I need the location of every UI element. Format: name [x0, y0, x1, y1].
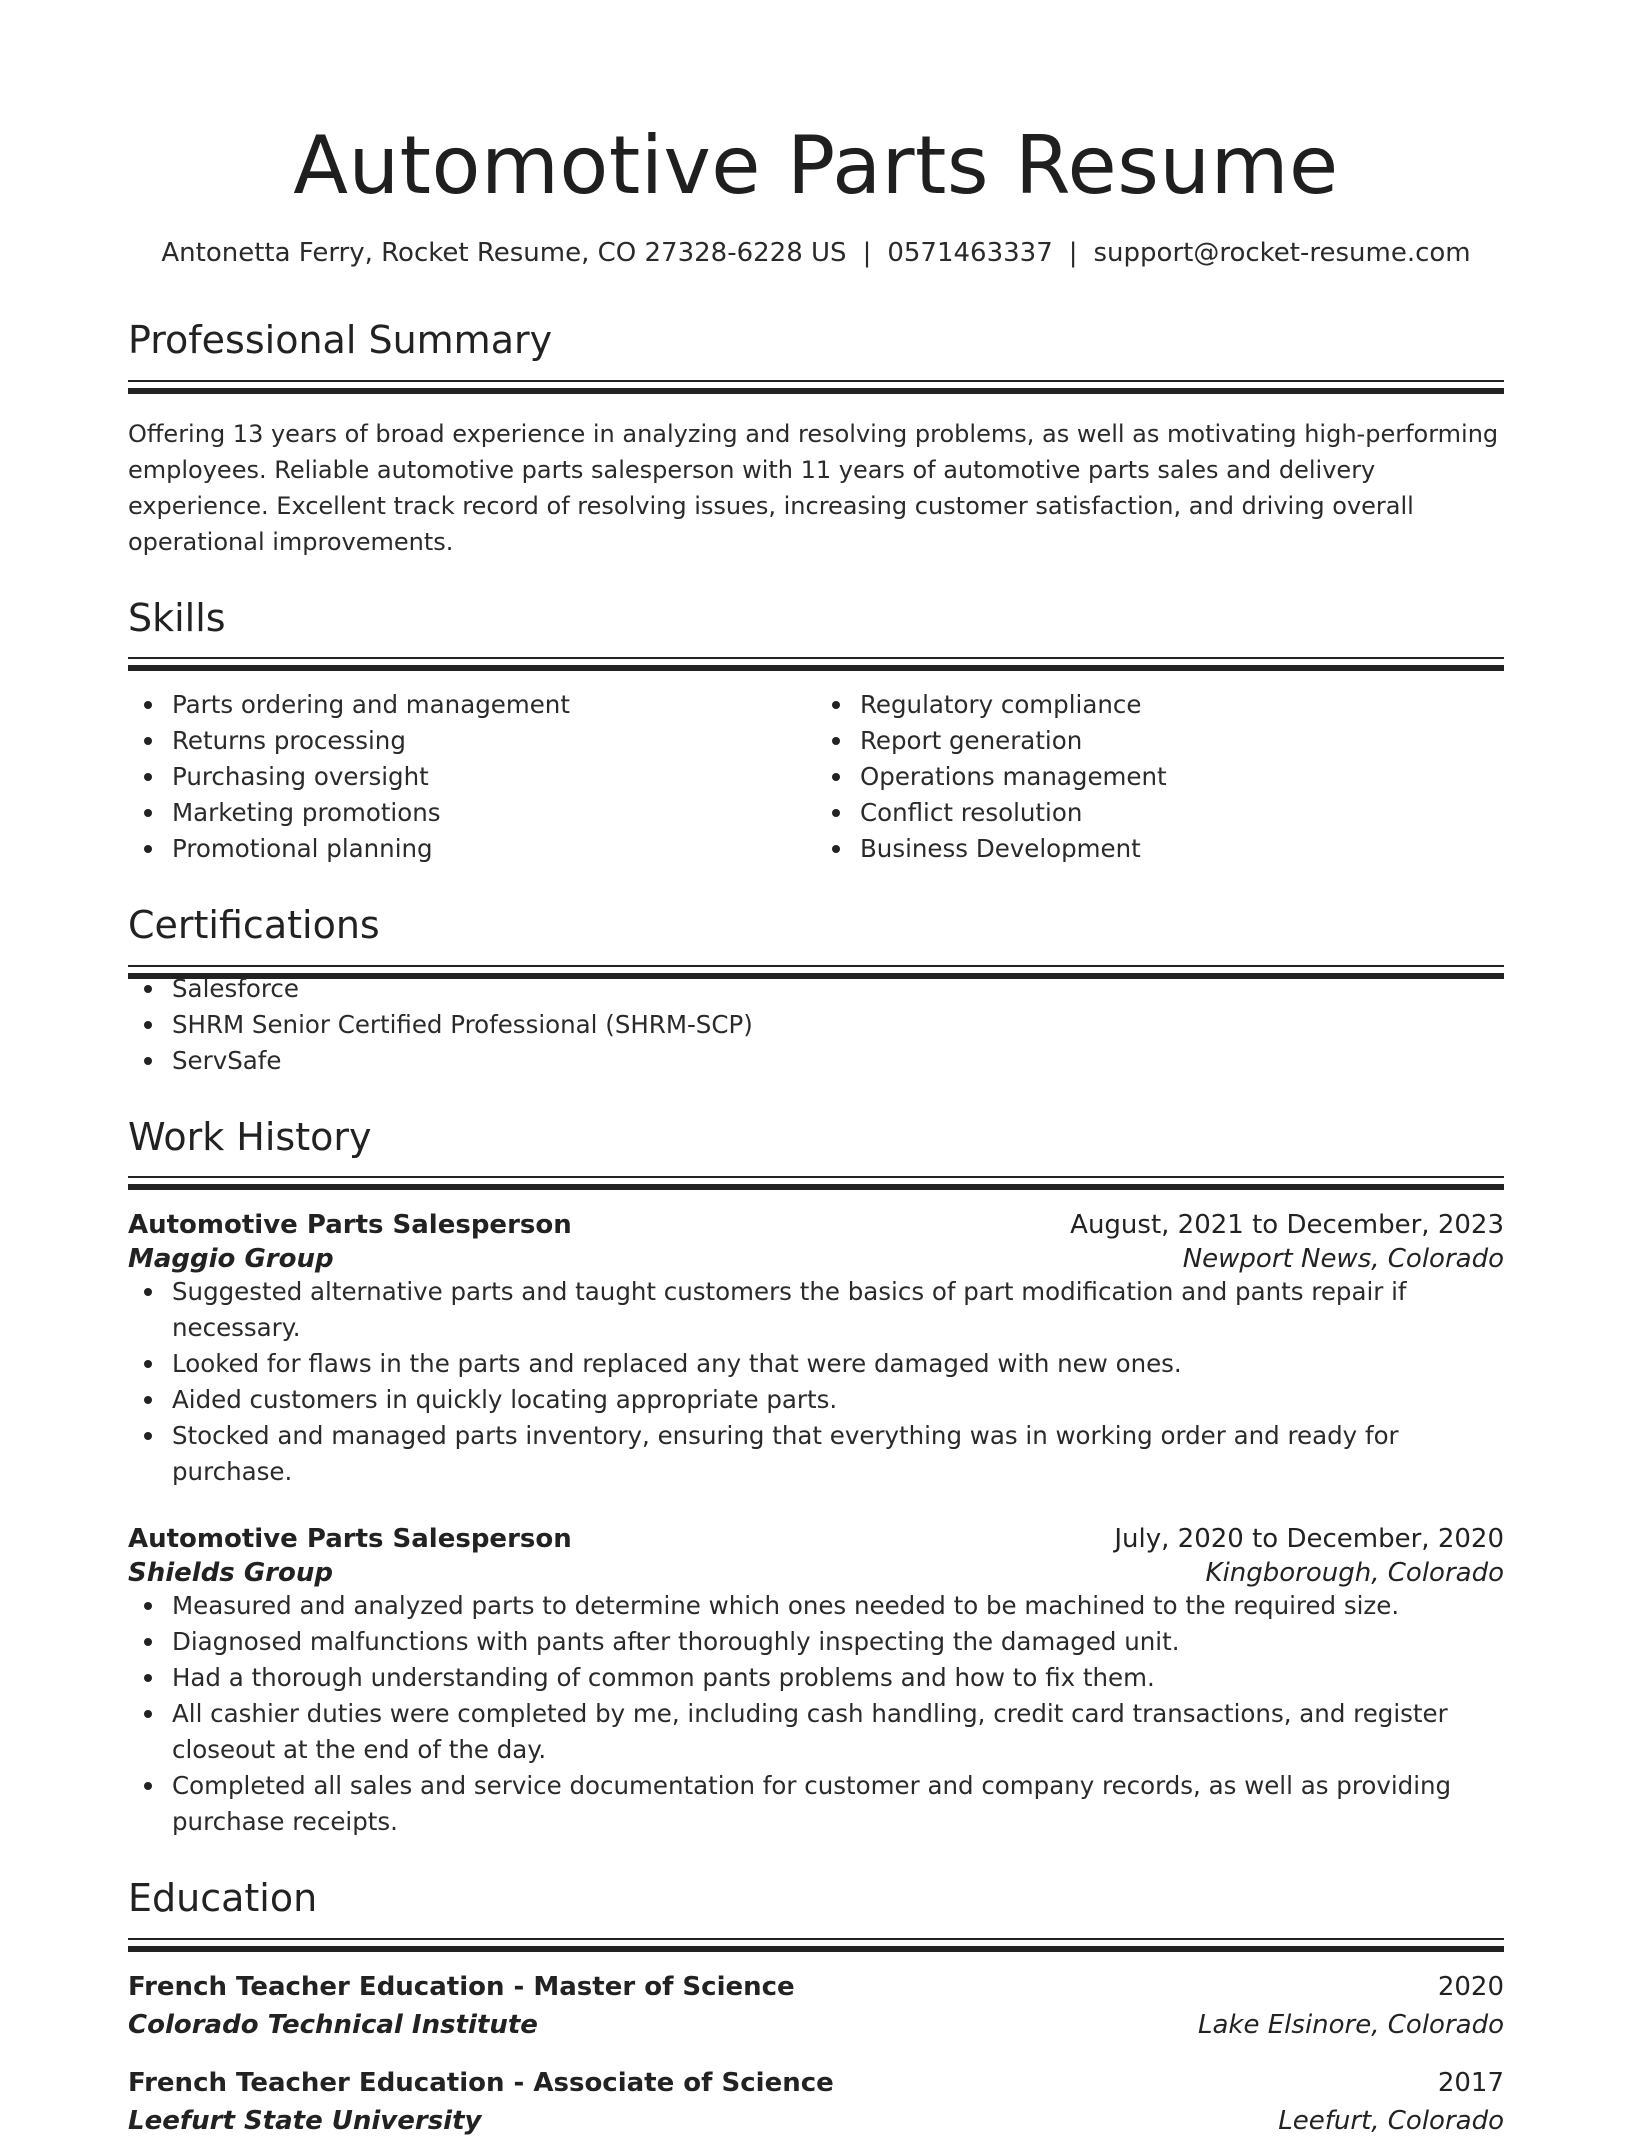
summary-section [128, 318, 1504, 560]
skills-columns [128, 687, 1504, 867]
job-location: Kingborough, Colorado [1205, 1558, 1504, 1589]
certification-item: ServSafe [128, 1043, 1504, 1079]
job-duty-item: All cashier duties were completed by me, including cash handling, credit card transactions, and register closeout at the end of the day. [128, 1696, 1504, 1768]
education-header-row [128, 2068, 1504, 2098]
education-location: Leefurt, Colorado [1278, 2105, 1504, 2136]
job-duty-item: Suggested alternative parts and taught customers the basics of part modification and pants repair if necessary. [128, 1274, 1504, 1346]
section-divider [128, 1938, 1504, 1944]
certification-item: SHRM Senior Certified Professional (SHRM-SCP) [128, 1007, 1504, 1043]
job-entry [128, 1210, 1504, 1490]
contact-phone: 0571463337 [887, 238, 1053, 268]
job-duty-item: Completed all sales and service documentation for customer and company records, as well as providing purchase receipts. [128, 1768, 1504, 1840]
contact-separator: | [862, 238, 872, 268]
contact-address: Antonetta Ferry, Rocket Resume, CO 27328-6228 US [161, 238, 847, 268]
job-title: Automotive Parts Salesperson [128, 1524, 572, 1555]
job-duty-item: Aided customers in quickly locating appropriate parts. [128, 1382, 1504, 1418]
job-duty-item: Looked for flaws in the parts and replaced any that were damaged with new ones. [128, 1346, 1504, 1382]
education-degree: French Teacher Education - Master of Science [128, 1971, 795, 2002]
education-location: Lake Elsinore, Colorado [1198, 2009, 1504, 2040]
section-divider [128, 657, 1504, 663]
skill-item: Purchasing oversight [128, 759, 816, 795]
certification-item: Salesforce [128, 971, 1504, 1007]
skill-item: Returns processing [128, 723, 816, 759]
education-year: 2017 [1437, 2067, 1504, 2098]
summary-text: Offering 13 years of broad experience in analyzing and resolving problems, as well as motivating high-performing employees. Reliable automotive parts salesperson with 11 years of automotive parts sales and delivery experience. Excellent track record of resolving issues, increasing customer satisfaction, and driving overall operational improvements. [128, 419, 1499, 556]
skills-right-list [816, 687, 1504, 867]
section-divider [128, 1176, 1504, 1182]
summary-heading: Professional Summary [128, 318, 553, 362]
skill-item: Operations management [816, 759, 1504, 795]
job-entry [128, 1524, 1504, 1840]
job-title: Automotive Parts Salesperson [128, 1210, 572, 1241]
job-duty-item: Stocked and managed parts inventory, ensuring that everything was in working order and ready for purchase. [128, 1418, 1504, 1490]
job-dates: August, 2021 to December, 2023 [1070, 1210, 1504, 1241]
job-duties-list [128, 1274, 1504, 1490]
job-duty-item: Diagnosed malfunctions with pants after thoroughly inspecting the damaged unit. [128, 1624, 1504, 1660]
education-year: 2020 [1437, 1971, 1504, 2002]
education-heading: Education [128, 1876, 318, 1921]
contact-separator: | [1068, 238, 1078, 268]
skill-item: Conflict resolution [816, 795, 1504, 831]
education-section [128, 1876, 1504, 2136]
resume-title: Automotive Parts Resume [293, 119, 1339, 212]
contact-line [128, 238, 1504, 268]
education-school-row [128, 2098, 1504, 2136]
job-duties-list [128, 1588, 1504, 1840]
skill-item: Promotional planning [128, 831, 816, 867]
education-entry [128, 1972, 1504, 2040]
skills-left-list [128, 687, 816, 867]
job-dates: July, 2020 to December, 2020 [1114, 1524, 1504, 1555]
education-header-row [128, 1972, 1504, 2002]
skill-item: Parts ordering and management [128, 687, 816, 723]
education-school: Leefurt State University [128, 2105, 482, 2136]
work-history-section [128, 1115, 1504, 1841]
job-header-row [128, 1524, 1504, 1554]
job-company-row [128, 1554, 1504, 1588]
certifications-list [128, 971, 1504, 1079]
skill-item: Marketing promotions [128, 795, 816, 831]
contact-email: support@rocket-resume.com [1093, 238, 1471, 268]
education-degree: French Teacher Education - Associate of Science [128, 2067, 834, 2098]
skills-section [128, 596, 1504, 868]
job-duty-item: Measured and analyzed parts to determine which ones needed to be machined to the required size. [128, 1588, 1504, 1624]
skill-item: Report generation [816, 723, 1504, 759]
certifications-section [128, 903, 1504, 1079]
job-location: Newport News, Colorado [1182, 1244, 1504, 1275]
education-entry [128, 2068, 1504, 2136]
skills-heading: Skills [128, 595, 226, 640]
education-school: Colorado Technical Institute [128, 2009, 538, 2040]
job-company-row [128, 1240, 1504, 1274]
job-company: Maggio Group [128, 1244, 334, 1275]
skill-item: Business Development [816, 831, 1504, 867]
job-header-row [128, 1210, 1504, 1240]
education-school-row [128, 2002, 1504, 2040]
work-history-heading: Work History [128, 1114, 372, 1159]
certifications-heading: Certifications [128, 903, 380, 948]
skill-item: Regulatory compliance [816, 687, 1504, 723]
section-divider [128, 380, 1504, 386]
job-duty-item: Had a thorough understanding of common pants problems and how to fix them. [128, 1660, 1504, 1696]
job-company: Shields Group [128, 1558, 333, 1589]
